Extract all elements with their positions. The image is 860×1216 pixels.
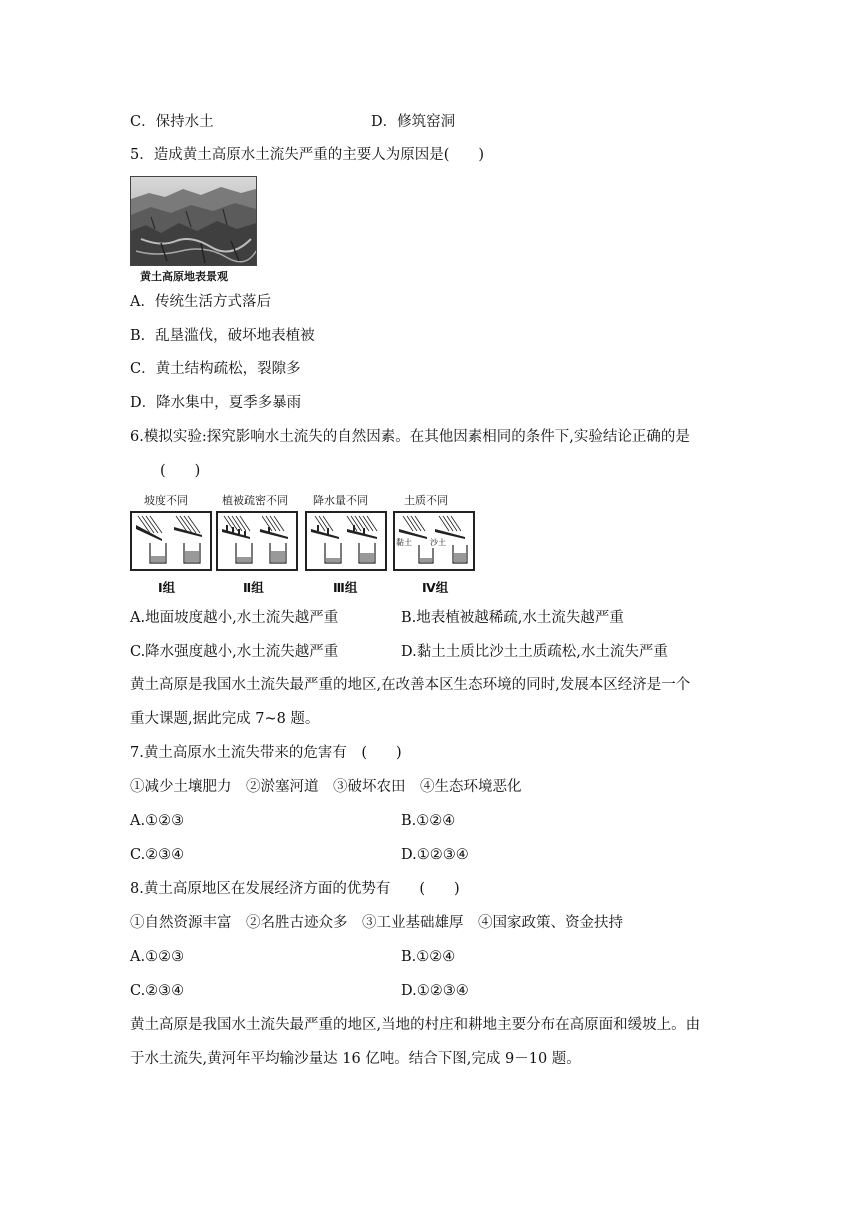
intro-7-8-line1: 黄土高原是我国水土流失最严重的地区,在改善本区生态环境的同时,发展本区经济是一个 <box>130 677 691 693</box>
q5-option-c: C．黄土结构疏松，裂隙多 <box>130 361 301 377</box>
q7-items: ①减少土壤肥力 ②淤塞河道 ③破坏农田 ④生态环境恶化 <box>130 779 522 795</box>
intro-9-10-line1: 黄土高原是我国水土流失最严重的地区,当地的村庄和耕地主要分布在高原面和缓坡上。由 <box>130 1017 701 1033</box>
q8-stem: 8.黄土高原地区在发展经济方面的优势有 ( ) <box>130 881 460 897</box>
q7-stem: 7.黄土高原水土流失带来的危害有 ( ) <box>130 745 402 761</box>
experiment-box-4 <box>393 511 475 571</box>
rainfall-experiment-icon <box>307 513 385 569</box>
q5-stem: 5．造成黄土高原水土流失严重的主要人为原因是( ) <box>130 147 485 163</box>
experiment-title-3: 降水量不同 <box>313 494 368 507</box>
q6-stem: 6.模拟实验:探究影响水土流失的自然因素。在其他因素相同的条件下,实验结论正确的是 <box>130 429 690 445</box>
q6-option-c: C.降水强度越小,水土流失越严重 <box>130 644 339 660</box>
q4-option-c: C．保持水土 <box>130 114 214 130</box>
experiment-box-2 <box>216 511 298 571</box>
q8-option-c: C.②③④ <box>130 983 185 999</box>
q6-option-d: D.黏土土质比沙土土质疏松,水土流失严重 <box>401 644 668 660</box>
q7-option-b: B.①②④ <box>401 813 456 829</box>
q5-option-a: A．传统生活方式落后 <box>130 294 271 310</box>
q7-option-a: A.①②③ <box>130 813 185 829</box>
q5-figure-caption: 黄土高原地表景观 <box>140 270 228 283</box>
q5-option-d: D．降水集中，夏季多暴雨 <box>130 395 302 411</box>
q8-option-d: D.①②③④ <box>401 983 469 999</box>
q6-option-a: A.地面坡度越小,水土流失越严重 <box>130 610 339 626</box>
q6-option-b: B.地表植被越稀疏,水土流失越严重 <box>401 610 624 626</box>
experiment-box-1 <box>130 511 212 571</box>
experiment-title-2: 植被疏密不同 <box>222 494 288 507</box>
q7-option-c: C.②③④ <box>130 847 185 863</box>
sand-label: 沙土 <box>430 538 446 547</box>
q8-option-a: A.①②③ <box>130 949 185 965</box>
q8-option-b: B.①②④ <box>401 949 456 965</box>
experiment-title-1: 坡度不同 <box>144 494 188 507</box>
loess-plateau-photo <box>130 176 257 266</box>
q7-option-d: D.①②③④ <box>401 847 469 863</box>
slope-experiment-icon <box>132 513 210 569</box>
experiment-box-3 <box>305 511 387 571</box>
intro-7-8-line2: 重大课题,据此完成 7~8 题。 <box>130 711 320 727</box>
q4-option-d: D．修筑窑洞 <box>371 114 456 130</box>
experiment-group-1: Ⅰ组 <box>158 580 176 595</box>
experiment-group-2: Ⅱ组 <box>243 580 264 595</box>
clay-label: 黏土 <box>396 538 412 547</box>
vegetation-experiment-icon <box>218 513 296 569</box>
intro-9-10-line2: 于水土流失,黄河年平均输沙量达 16 亿吨。结合下图,完成 9－10 题。 <box>130 1051 581 1067</box>
experiment-group-4: Ⅳ组 <box>422 580 449 595</box>
q8-items: ①自然资源丰富 ②名胜古迹众多 ③工业基础雄厚 ④国家政策、资金扶持 <box>130 915 623 931</box>
loess-landscape-image <box>131 177 256 265</box>
experiment-title-4: 土质不同 <box>404 494 448 507</box>
q5-option-b: B．乱垦滥伐，破坏地表植被 <box>130 328 315 344</box>
experiment-group-3: Ⅲ组 <box>333 580 358 595</box>
q6-stem-blank: ( ) <box>160 463 201 479</box>
